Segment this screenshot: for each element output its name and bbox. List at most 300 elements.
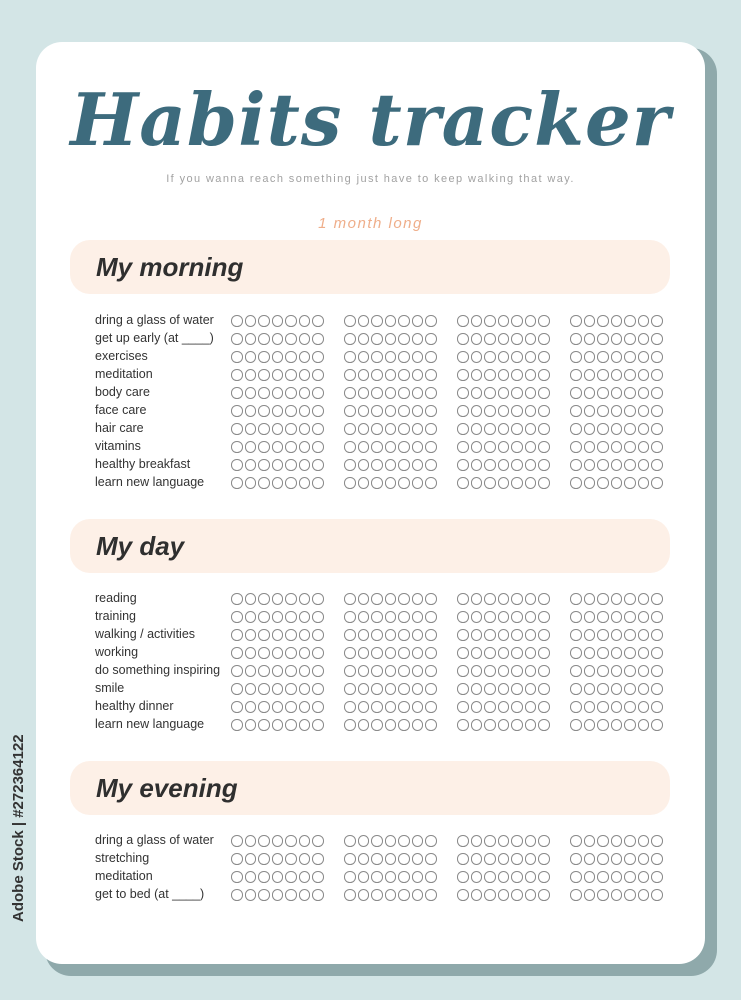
day-checkbox-circle[interactable] [525,665,537,677]
day-checkbox-circle[interactable] [638,683,650,695]
day-checkbox-circle[interactable] [498,835,510,847]
day-checkbox-circle[interactable] [371,871,383,883]
day-checkbox-circle[interactable] [385,387,397,399]
day-checkbox-circle[interactable] [538,333,550,345]
day-checkbox-circle[interactable] [358,441,370,453]
day-checkbox-circle[interactable] [344,701,356,713]
day-checkbox-circle[interactable] [245,387,257,399]
day-checkbox-circle[interactable] [398,459,410,471]
day-checkbox-circle[interactable] [624,701,636,713]
day-checkbox-circle[interactable] [457,683,469,695]
day-checkbox-circle[interactable] [258,405,270,417]
day-checkbox-circle[interactable] [231,871,243,883]
day-checkbox-circle[interactable] [285,477,297,489]
day-checkbox-circle[interactable] [651,351,663,363]
day-checkbox-circle[interactable] [258,369,270,381]
day-checkbox-circle[interactable] [611,405,623,417]
day-checkbox-circle[interactable] [385,835,397,847]
day-checkbox-circle[interactable] [312,369,324,381]
day-checkbox-circle[interactable] [385,593,397,605]
day-checkbox-circle[interactable] [425,441,437,453]
day-checkbox-circle[interactable] [344,333,356,345]
day-checkbox-circle[interactable] [570,315,582,327]
day-checkbox-circle[interactable] [525,333,537,345]
day-checkbox-circle[interactable] [425,665,437,677]
day-checkbox-circle[interactable] [231,647,243,659]
day-checkbox-circle[interactable] [312,459,324,471]
day-checkbox-circle[interactable] [299,871,311,883]
day-checkbox-circle[interactable] [398,423,410,435]
day-checkbox-circle[interactable] [272,701,284,713]
day-checkbox-circle[interactable] [638,835,650,847]
day-checkbox-circle[interactable] [570,611,582,623]
day-checkbox-circle[interactable] [358,683,370,695]
day-checkbox-circle[interactable] [299,701,311,713]
day-checkbox-circle[interactable] [484,701,496,713]
day-checkbox-circle[interactable] [245,441,257,453]
day-checkbox-circle[interactable] [285,423,297,435]
day-checkbox-circle[interactable] [638,477,650,489]
day-checkbox-circle[interactable] [597,351,609,363]
day-checkbox-circle[interactable] [398,369,410,381]
day-checkbox-circle[interactable] [457,405,469,417]
day-checkbox-circle[interactable] [611,629,623,641]
day-checkbox-circle[interactable] [525,647,537,659]
day-checkbox-circle[interactable] [344,351,356,363]
day-checkbox-circle[interactable] [525,351,537,363]
day-checkbox-circle[interactable] [285,889,297,901]
day-checkbox-circle[interactable] [412,405,424,417]
day-checkbox-circle[interactable] [358,369,370,381]
day-checkbox-circle[interactable] [624,889,636,901]
day-checkbox-circle[interactable] [358,889,370,901]
day-checkbox-circle[interactable] [385,701,397,713]
day-checkbox-circle[interactable] [245,405,257,417]
day-checkbox-circle[interactable] [299,315,311,327]
day-checkbox-circle[interactable] [299,629,311,641]
day-checkbox-circle[interactable] [231,477,243,489]
day-checkbox-circle[interactable] [371,647,383,659]
day-checkbox-circle[interactable] [624,459,636,471]
day-checkbox-circle[interactable] [638,593,650,605]
day-checkbox-circle[interactable] [425,423,437,435]
day-checkbox-circle[interactable] [385,647,397,659]
day-checkbox-circle[interactable] [299,441,311,453]
day-checkbox-circle[interactable] [299,333,311,345]
day-checkbox-circle[interactable] [570,351,582,363]
day-checkbox-circle[interactable] [597,701,609,713]
day-checkbox-circle[interactable] [651,683,663,695]
day-checkbox-circle[interactable] [457,387,469,399]
day-checkbox-circle[interactable] [358,665,370,677]
day-checkbox-circle[interactable] [457,459,469,471]
day-checkbox-circle[interactable] [258,647,270,659]
day-checkbox-circle[interactable] [371,629,383,641]
day-checkbox-circle[interactable] [371,387,383,399]
day-checkbox-circle[interactable] [312,351,324,363]
day-checkbox-circle[interactable] [511,315,523,327]
day-checkbox-circle[interactable] [371,423,383,435]
day-checkbox-circle[interactable] [471,369,483,381]
day-checkbox-circle[interactable] [624,423,636,435]
day-checkbox-circle[interactable] [371,719,383,731]
day-checkbox-circle[interactable] [471,647,483,659]
day-checkbox-circle[interactable] [344,477,356,489]
day-checkbox-circle[interactable] [511,459,523,471]
day-checkbox-circle[interactable] [358,315,370,327]
day-checkbox-circle[interactable] [611,889,623,901]
day-checkbox-circle[interactable] [344,441,356,453]
day-checkbox-circle[interactable] [498,477,510,489]
day-checkbox-circle[interactable] [525,593,537,605]
day-checkbox-circle[interactable] [457,629,469,641]
day-checkbox-circle[interactable] [258,629,270,641]
day-checkbox-circle[interactable] [258,333,270,345]
day-checkbox-circle[interactable] [258,665,270,677]
day-checkbox-circle[interactable] [285,611,297,623]
day-checkbox-circle[interactable] [299,593,311,605]
day-checkbox-circle[interactable] [358,405,370,417]
day-checkbox-circle[interactable] [231,459,243,471]
day-checkbox-circle[interactable] [525,889,537,901]
day-checkbox-circle[interactable] [385,405,397,417]
day-checkbox-circle[interactable] [538,423,550,435]
day-checkbox-circle[interactable] [385,889,397,901]
day-checkbox-circle[interactable] [457,423,469,435]
day-checkbox-circle[interactable] [570,423,582,435]
day-checkbox-circle[interactable] [511,369,523,381]
day-checkbox-circle[interactable] [597,647,609,659]
day-checkbox-circle[interactable] [597,683,609,695]
day-checkbox-circle[interactable] [570,665,582,677]
day-checkbox-circle[interactable] [584,665,596,677]
day-checkbox-circle[interactable] [624,315,636,327]
day-checkbox-circle[interactable] [258,477,270,489]
day-checkbox-circle[interactable] [272,871,284,883]
day-checkbox-circle[interactable] [471,701,483,713]
day-checkbox-circle[interactable] [412,611,424,623]
day-checkbox-circle[interactable] [312,593,324,605]
day-checkbox-circle[interactable] [597,387,609,399]
day-checkbox-circle[interactable] [570,369,582,381]
day-checkbox-circle[interactable] [511,333,523,345]
day-checkbox-circle[interactable] [651,719,663,731]
day-checkbox-circle[interactable] [538,835,550,847]
day-checkbox-circle[interactable] [412,351,424,363]
day-checkbox-circle[interactable] [358,387,370,399]
day-checkbox-circle[interactable] [584,477,596,489]
day-checkbox-circle[interactable] [371,665,383,677]
day-checkbox-circle[interactable] [272,477,284,489]
day-checkbox-circle[interactable] [231,593,243,605]
day-checkbox-circle[interactable] [651,611,663,623]
day-checkbox-circle[interactable] [425,611,437,623]
day-checkbox-circle[interactable] [471,405,483,417]
day-checkbox-circle[interactable] [245,629,257,641]
day-checkbox-circle[interactable] [584,405,596,417]
day-checkbox-circle[interactable] [425,459,437,471]
day-checkbox-circle[interactable] [584,835,596,847]
day-checkbox-circle[interactable] [498,701,510,713]
day-checkbox-circle[interactable] [498,423,510,435]
day-checkbox-circle[interactable] [258,315,270,327]
day-checkbox-circle[interactable] [525,477,537,489]
day-checkbox-circle[interactable] [371,701,383,713]
day-checkbox-circle[interactable] [584,629,596,641]
day-checkbox-circle[interactable] [285,629,297,641]
day-checkbox-circle[interactable] [412,719,424,731]
day-checkbox-circle[interactable] [624,351,636,363]
day-checkbox-circle[interactable] [624,369,636,381]
day-checkbox-circle[interactable] [611,871,623,883]
day-checkbox-circle[interactable] [471,477,483,489]
day-checkbox-circle[interactable] [597,871,609,883]
day-checkbox-circle[interactable] [398,477,410,489]
day-checkbox-circle[interactable] [511,611,523,623]
day-checkbox-circle[interactable] [272,647,284,659]
day-checkbox-circle[interactable] [471,719,483,731]
day-checkbox-circle[interactable] [344,889,356,901]
day-checkbox-circle[interactable] [245,611,257,623]
day-checkbox-circle[interactable] [425,315,437,327]
day-checkbox-circle[interactable] [371,459,383,471]
day-checkbox-circle[interactable] [638,719,650,731]
day-checkbox-circle[interactable] [471,665,483,677]
day-checkbox-circle[interactable] [538,459,550,471]
day-checkbox-circle[interactable] [312,387,324,399]
day-checkbox-circle[interactable] [525,405,537,417]
day-checkbox-circle[interactable] [285,459,297,471]
day-checkbox-circle[interactable] [285,647,297,659]
day-checkbox-circle[interactable] [498,387,510,399]
day-checkbox-circle[interactable] [511,665,523,677]
day-checkbox-circle[interactable] [371,835,383,847]
day-checkbox-circle[interactable] [272,315,284,327]
day-checkbox-circle[interactable] [344,611,356,623]
day-checkbox-circle[interactable] [651,629,663,641]
day-checkbox-circle[interactable] [245,593,257,605]
day-checkbox-circle[interactable] [344,665,356,677]
day-checkbox-circle[interactable] [638,871,650,883]
day-checkbox-circle[interactable] [651,477,663,489]
day-checkbox-circle[interactable] [312,665,324,677]
day-checkbox-circle[interactable] [570,333,582,345]
day-checkbox-circle[interactable] [231,315,243,327]
day-checkbox-circle[interactable] [638,647,650,659]
day-checkbox-circle[interactable] [425,629,437,641]
day-checkbox-circle[interactable] [299,351,311,363]
day-checkbox-circle[interactable] [258,611,270,623]
day-checkbox-circle[interactable] [498,665,510,677]
day-checkbox-circle[interactable] [525,835,537,847]
day-checkbox-circle[interactable] [471,593,483,605]
day-checkbox-circle[interactable] [344,593,356,605]
day-checkbox-circle[interactable] [597,611,609,623]
day-checkbox-circle[interactable] [344,853,356,865]
day-checkbox-circle[interactable] [398,647,410,659]
day-checkbox-circle[interactable] [272,629,284,641]
day-checkbox-circle[interactable] [457,835,469,847]
day-checkbox-circle[interactable] [584,441,596,453]
day-checkbox-circle[interactable] [398,889,410,901]
day-checkbox-circle[interactable] [597,477,609,489]
day-checkbox-circle[interactable] [498,369,510,381]
day-checkbox-circle[interactable] [471,423,483,435]
day-checkbox-circle[interactable] [299,423,311,435]
day-checkbox-circle[interactable] [344,369,356,381]
day-checkbox-circle[interactable] [457,351,469,363]
day-checkbox-circle[interactable] [525,853,537,865]
day-checkbox-circle[interactable] [525,629,537,641]
day-checkbox-circle[interactable] [484,405,496,417]
day-checkbox-circle[interactable] [597,719,609,731]
day-checkbox-circle[interactable] [570,477,582,489]
day-checkbox-circle[interactable] [425,405,437,417]
day-checkbox-circle[interactable] [231,853,243,865]
day-checkbox-circle[interactable] [299,683,311,695]
day-checkbox-circle[interactable] [638,665,650,677]
day-checkbox-circle[interactable] [245,889,257,901]
day-checkbox-circle[interactable] [511,871,523,883]
day-checkbox-circle[interactable] [285,683,297,695]
day-checkbox-circle[interactable] [498,853,510,865]
day-checkbox-circle[interactable] [624,665,636,677]
day-checkbox-circle[interactable] [498,593,510,605]
day-checkbox-circle[interactable] [285,593,297,605]
day-checkbox-circle[interactable] [371,593,383,605]
day-checkbox-circle[interactable] [412,647,424,659]
day-checkbox-circle[interactable] [638,459,650,471]
day-checkbox-circle[interactable] [258,593,270,605]
day-checkbox-circle[interactable] [344,629,356,641]
day-checkbox-circle[interactable] [299,477,311,489]
day-checkbox-circle[interactable] [471,441,483,453]
day-checkbox-circle[interactable] [570,441,582,453]
day-checkbox-circle[interactable] [425,387,437,399]
day-checkbox-circle[interactable] [484,477,496,489]
day-checkbox-circle[interactable] [538,665,550,677]
day-checkbox-circle[interactable] [570,683,582,695]
day-checkbox-circle[interactable] [611,683,623,695]
day-checkbox-circle[interactable] [299,369,311,381]
day-checkbox-circle[interactable] [371,611,383,623]
day-checkbox-circle[interactable] [484,423,496,435]
day-checkbox-circle[interactable] [312,477,324,489]
day-checkbox-circle[interactable] [272,889,284,901]
day-checkbox-circle[interactable] [584,333,596,345]
day-checkbox-circle[interactable] [525,387,537,399]
day-checkbox-circle[interactable] [245,647,257,659]
day-checkbox-circle[interactable] [358,611,370,623]
day-checkbox-circle[interactable] [597,459,609,471]
day-checkbox-circle[interactable] [624,333,636,345]
day-checkbox-circle[interactable] [471,871,483,883]
day-checkbox-circle[interactable] [525,683,537,695]
day-checkbox-circle[interactable] [570,719,582,731]
day-checkbox-circle[interactable] [611,333,623,345]
day-checkbox-circle[interactable] [498,333,510,345]
day-checkbox-circle[interactable] [511,441,523,453]
day-checkbox-circle[interactable] [611,459,623,471]
day-checkbox-circle[interactable] [425,477,437,489]
day-checkbox-circle[interactable] [498,647,510,659]
day-checkbox-circle[interactable] [425,593,437,605]
day-checkbox-circle[interactable] [584,683,596,695]
day-checkbox-circle[interactable] [611,351,623,363]
day-checkbox-circle[interactable] [385,441,397,453]
day-checkbox-circle[interactable] [344,871,356,883]
day-checkbox-circle[interactable] [538,441,550,453]
day-checkbox-circle[interactable] [570,889,582,901]
day-checkbox-circle[interactable] [272,593,284,605]
day-checkbox-circle[interactable] [272,853,284,865]
day-checkbox-circle[interactable] [245,315,257,327]
day-checkbox-circle[interactable] [299,387,311,399]
day-checkbox-circle[interactable] [484,629,496,641]
day-checkbox-circle[interactable] [457,719,469,731]
day-checkbox-circle[interactable] [538,477,550,489]
day-checkbox-circle[interactable] [358,333,370,345]
day-checkbox-circle[interactable] [597,593,609,605]
day-checkbox-circle[interactable] [358,871,370,883]
day-checkbox-circle[interactable] [412,369,424,381]
day-checkbox-circle[interactable] [412,315,424,327]
day-checkbox-circle[interactable] [412,629,424,641]
day-checkbox-circle[interactable] [358,853,370,865]
day-checkbox-circle[interactable] [651,423,663,435]
day-checkbox-circle[interactable] [299,853,311,865]
day-checkbox-circle[interactable] [638,369,650,381]
day-checkbox-circle[interactable] [358,629,370,641]
day-checkbox-circle[interactable] [624,611,636,623]
day-checkbox-circle[interactable] [471,351,483,363]
day-checkbox-circle[interactable] [231,835,243,847]
day-checkbox-circle[interactable] [425,719,437,731]
day-checkbox-circle[interactable] [312,889,324,901]
day-checkbox-circle[interactable] [272,719,284,731]
day-checkbox-circle[interactable] [651,665,663,677]
day-checkbox-circle[interactable] [385,719,397,731]
day-checkbox-circle[interactable] [471,629,483,641]
day-checkbox-circle[interactable] [525,423,537,435]
day-checkbox-circle[interactable] [584,593,596,605]
day-checkbox-circle[interactable] [511,405,523,417]
day-checkbox-circle[interactable] [471,835,483,847]
day-checkbox-circle[interactable] [457,611,469,623]
day-checkbox-circle[interactable] [258,351,270,363]
day-checkbox-circle[interactable] [258,871,270,883]
day-checkbox-circle[interactable] [471,387,483,399]
day-checkbox-circle[interactable] [272,441,284,453]
day-checkbox-circle[interactable] [272,683,284,695]
day-checkbox-circle[interactable] [231,701,243,713]
day-checkbox-circle[interactable] [258,441,270,453]
day-checkbox-circle[interactable] [498,719,510,731]
day-checkbox-circle[interactable] [538,351,550,363]
day-checkbox-circle[interactable] [412,593,424,605]
day-checkbox-circle[interactable] [425,889,437,901]
day-checkbox-circle[interactable] [651,835,663,847]
day-checkbox-circle[interactable] [398,441,410,453]
day-checkbox-circle[interactable] [570,701,582,713]
day-checkbox-circle[interactable] [299,611,311,623]
day-checkbox-circle[interactable] [570,459,582,471]
day-checkbox-circle[interactable] [412,701,424,713]
day-checkbox-circle[interactable] [371,405,383,417]
day-checkbox-circle[interactable] [511,629,523,641]
day-checkbox-circle[interactable] [285,333,297,345]
day-checkbox-circle[interactable] [231,889,243,901]
